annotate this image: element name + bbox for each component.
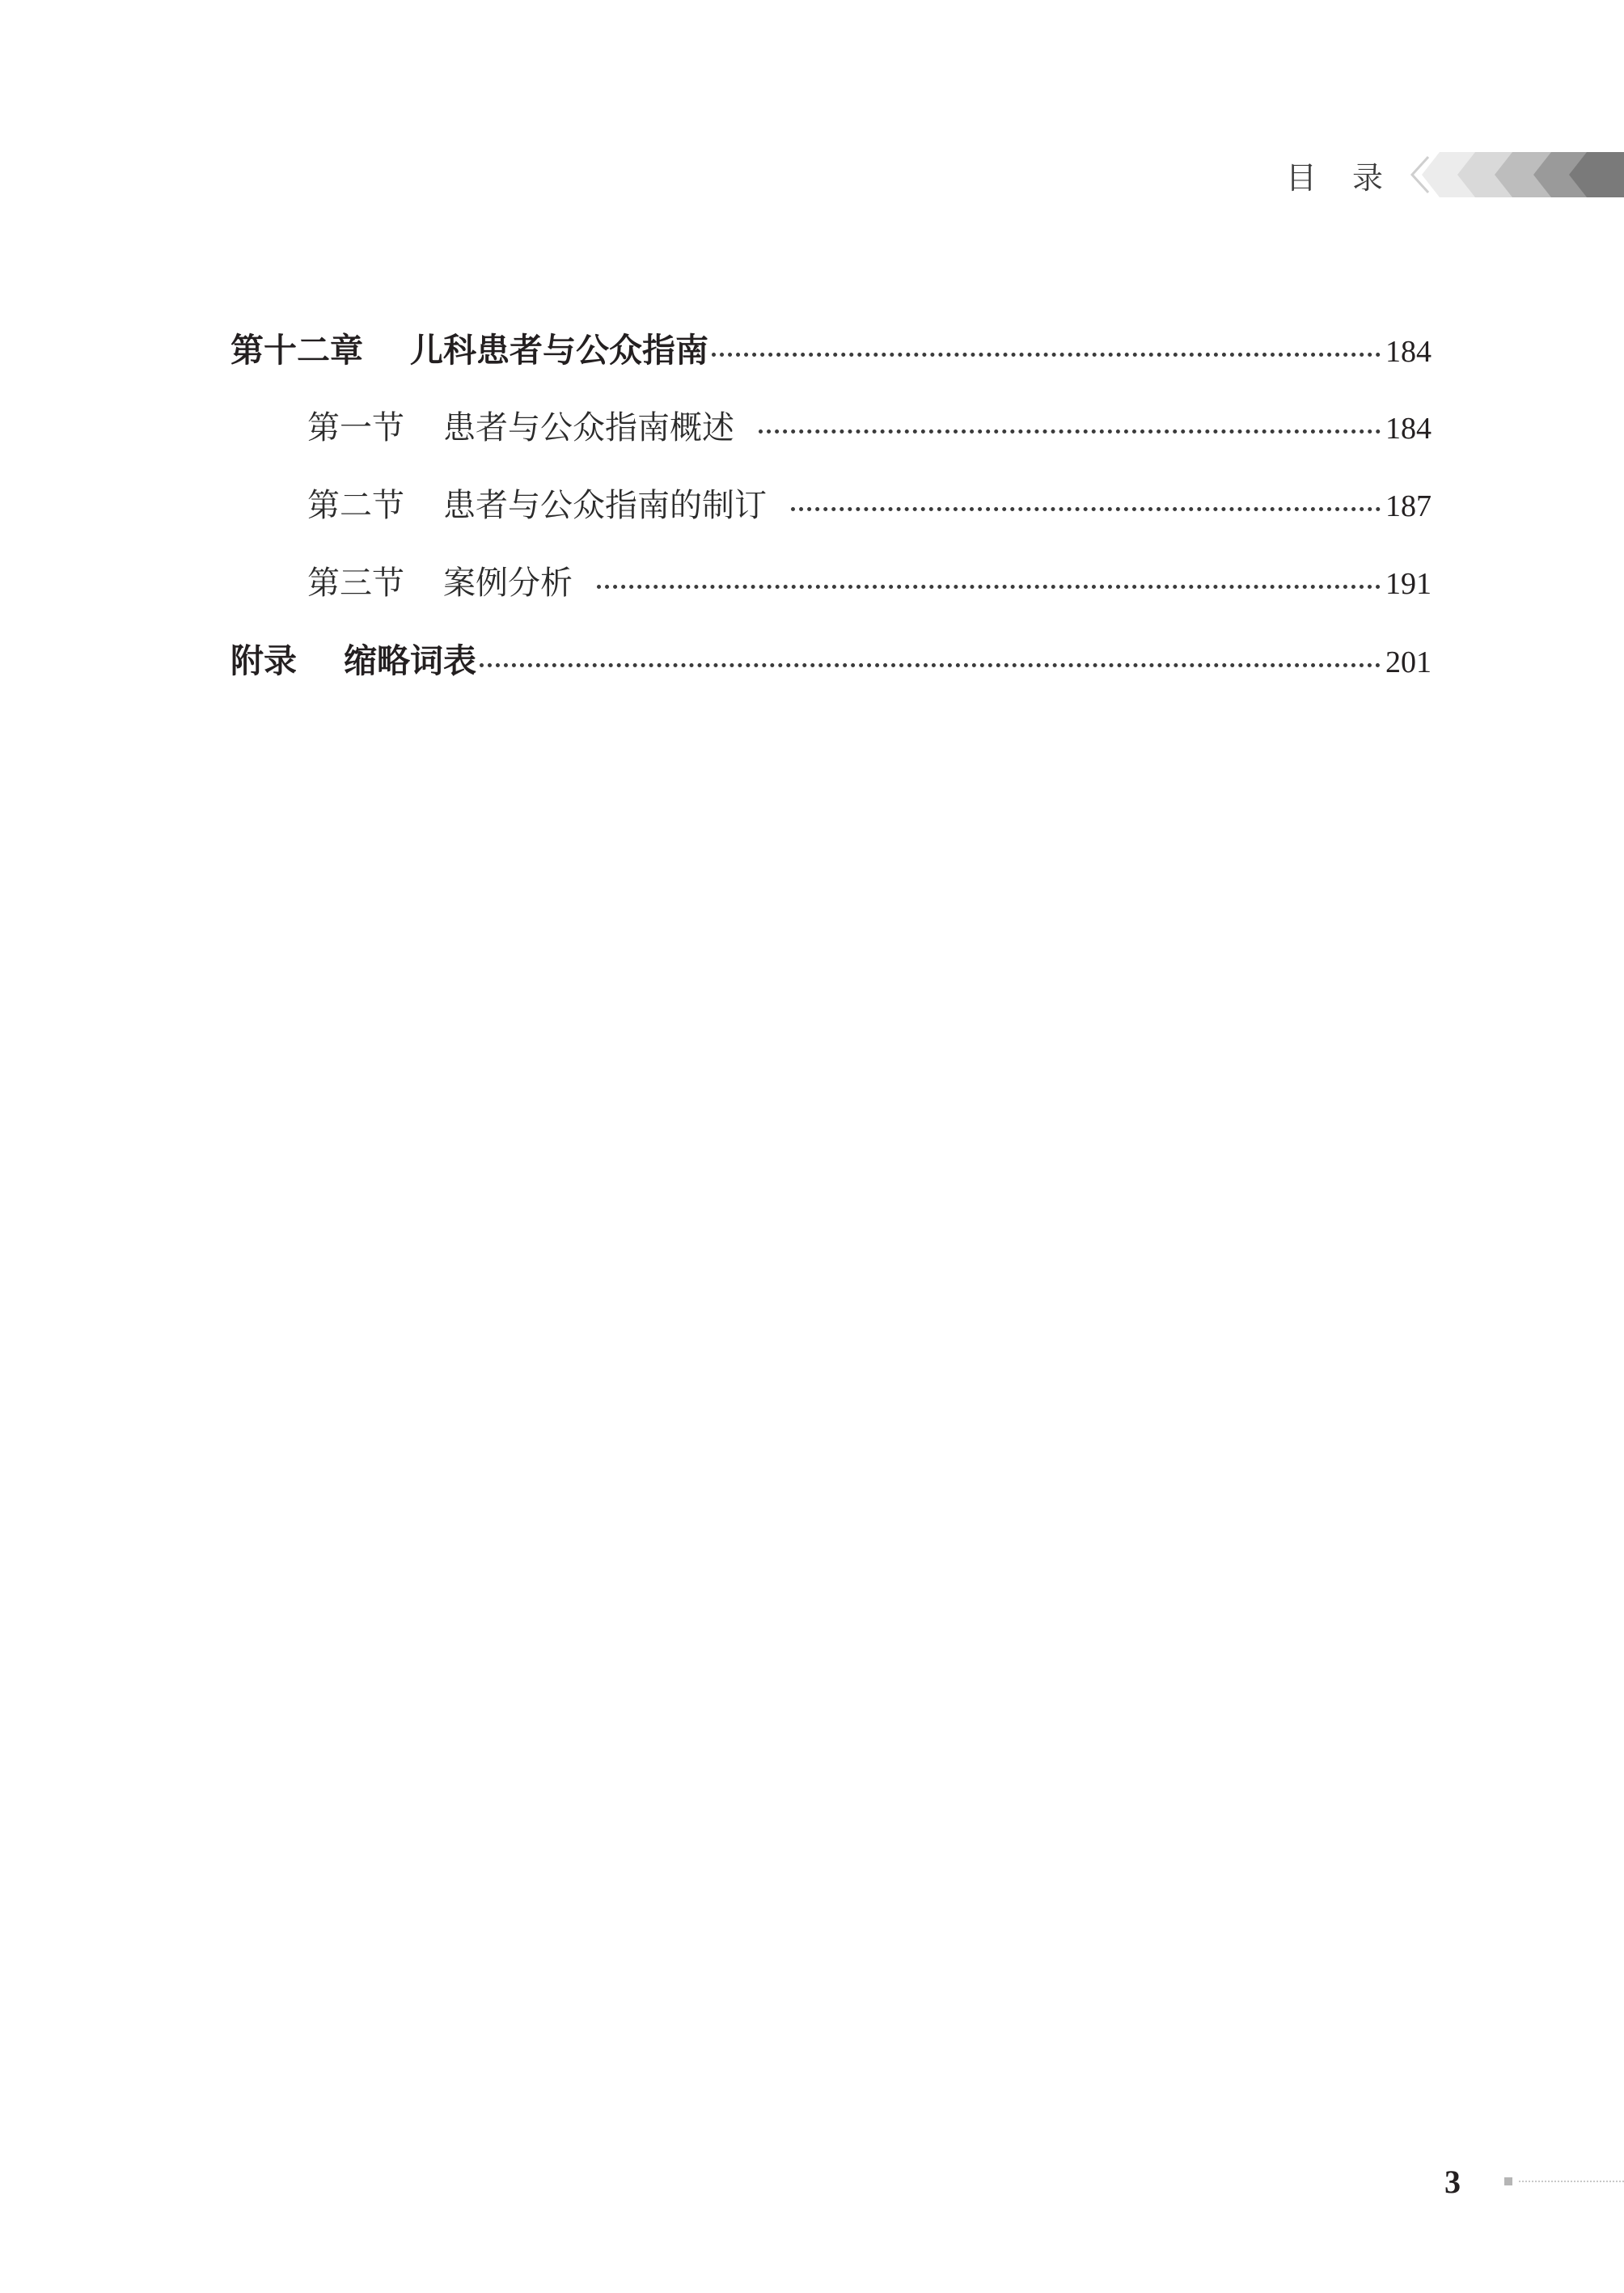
toc-entry-page: 201	[1385, 645, 1432, 679]
chevron-ornament-icon	[1407, 152, 1624, 197]
toc-entry-appendix[interactable]	[230, 634, 1432, 712]
toc-entry-label	[230, 634, 476, 687]
toc-entry-title: 患者与公众指南的制订	[443, 487, 767, 524]
table-of-contents	[230, 324, 1432, 712]
toc-entry-number: 第三节	[307, 565, 404, 602]
toc-entry-section-1[interactable]	[230, 401, 1432, 479]
toc-entry-section-2[interactable]	[230, 479, 1432, 556]
toc-entry-section-3[interactable]	[230, 556, 1432, 634]
running-header	[1286, 152, 1624, 197]
dot-leader	[597, 585, 1381, 589]
toc-entry-label	[307, 401, 734, 455]
footer-divider	[1519, 2181, 1624, 2182]
toc-entry-number: 第二节	[307, 487, 404, 524]
toc-entry-page: 184	[1385, 335, 1432, 369]
toc-entry-number: 第十二章	[230, 331, 363, 370]
toc-entry-label	[230, 324, 708, 377]
page-number: 3	[1444, 2163, 1461, 2200]
toc-entry-page: 187	[1385, 489, 1432, 523]
toc-entry-page: 184	[1385, 412, 1432, 446]
dot-leader	[759, 429, 1381, 434]
toc-entry-number: 附录	[230, 641, 297, 680]
toc-entry-page: 191	[1385, 567, 1432, 601]
toc-entry-number: 第一节	[307, 409, 404, 446]
dot-leader	[791, 507, 1381, 511]
toc-entry-title: 案例分析	[443, 565, 573, 602]
toc-entry-chapter-12[interactable]	[230, 324, 1432, 401]
dot-leader	[480, 663, 1381, 667]
toc-entry-title: 缩略词表	[344, 641, 476, 680]
header-title: 目 录	[1285, 159, 1396, 196]
footer-square-icon	[1504, 2177, 1512, 2185]
toc-entry-title: 儿科患者与公众指南	[410, 331, 708, 370]
page-footer	[1444, 2161, 1624, 2202]
toc-entry-title: 患者与公众指南概述	[443, 409, 734, 446]
dot-leader	[712, 353, 1381, 357]
toc-entry-label	[307, 479, 767, 532]
toc-entry-label	[307, 556, 573, 610]
